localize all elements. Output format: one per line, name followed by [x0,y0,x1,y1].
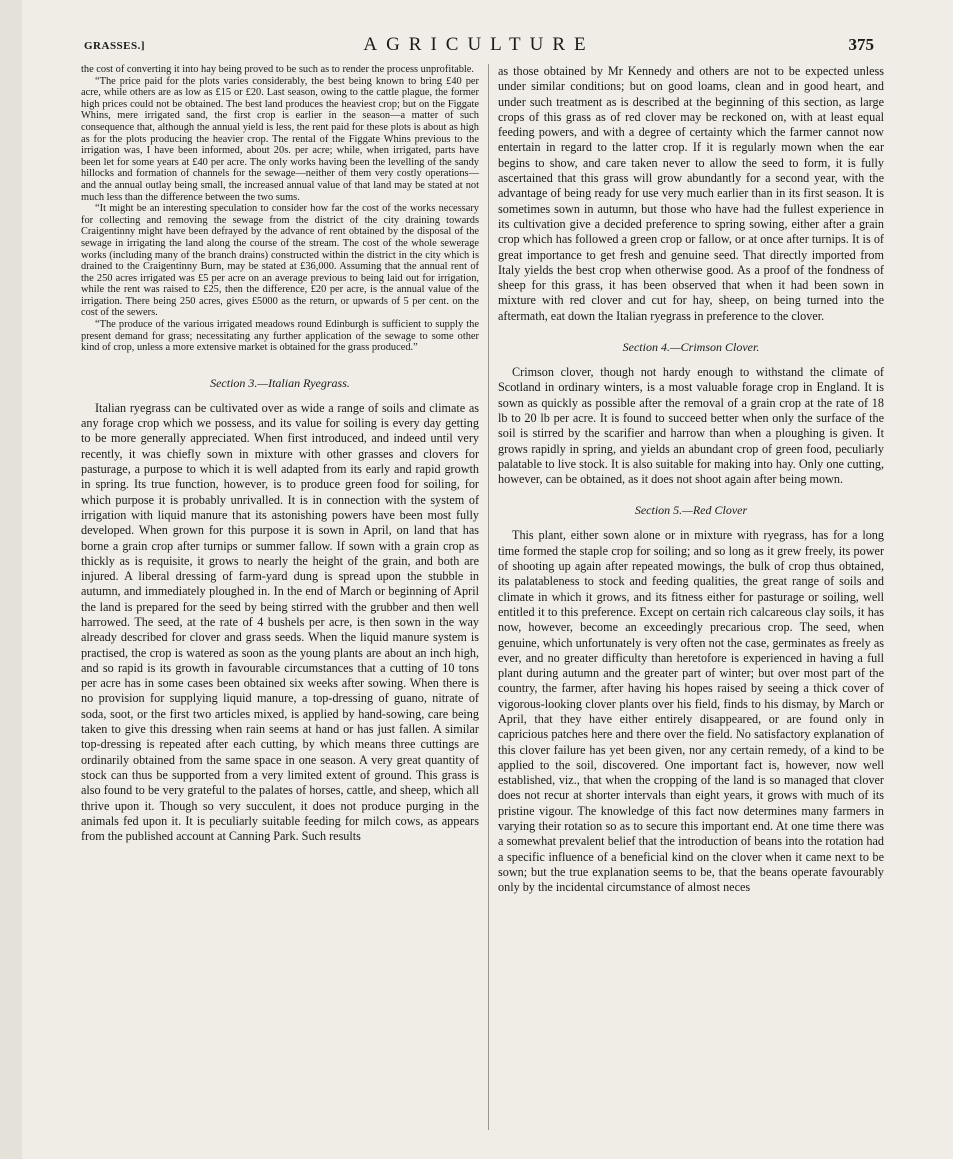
section-body [498,528,884,895]
quotation-block [81,64,479,354]
paragraph: Italian ryegrass can be cultivated over as wide a range of soils and climate as any forage crop which we possess, and its value for soiling is every day getting to be more generally appreciated. When first introduced, and indeed until very recently, it was chiefly sown in mixture with other grasses and clovers for pasturage, a purpose to which it is well adapted from its early and rapid growth in spring. Its true function, however, is to produce green food for soiling, for which purpose it is probably unrivalled. It is in connection with the system of irrigation with liquid manure that its astonishing powers have been most fully developed. When grown for this purpose it is sown in April, on land that has borne a grain crop after turnips or summer fallow. If sown with a grain crop as thickly as is requisite, it grows to nearly the height of the grain, and both are injured. A liberal dressing of farm-yard dung is spread upon the stubble in autumn, and immediately ploughed in. In the end of March or beginning of April the land is prepared for the seed by being stirred with the grubber and then well harrowed. The seed, at the rate of 4 bushels per acre, is then sown in the way already described for clover and grass seeds. When the liquid manure system is practised, the crop is watered as soon as the young plants are about an inch high, and so rapid is its growth in favourable circumstances that a cutting of 10 tons per acre has in some cases been obtained six weeks after sowing. When there is no provision for supplying liquid manure, a top-dressing of guano, nitrate of soda, soot, or the first two articles mixed, is applied by hand-sowing, care being taken to give this dressing when rain seems at hand or has just fallen. A similar top-dressing is repeated after each cutting, by which means three cuttings are ordinarily obtained from the same space in one season. A very great quantity of stock can thus be supported from a very limited extent of ground. This grass is also found to be very grateful to the palates of horses, cattle, and sheep, which all thrive upon it. Though so very succulent, it does not produce purging in the animals fed upon it. It is peculiarly suitable feeding for milch cows, as appears from the published account at Canning Park. Such results [81,400,479,844]
section-label: GRASSES.] [84,40,146,52]
section-body [498,64,884,324]
section-body [81,401,479,845]
paragraph: the cost of converting it into hay being proved to be such as to render the process unprofitable. [81,64,475,75]
running-header [84,34,874,58]
right-column [498,64,884,896]
page-title: AGRICULTURE [363,34,595,55]
paragraph: “The price paid for the plots varies considerably, the best being known to bring £40 per acre, while others are as low as £15 or £20. Last season, owing to the cattle plague, the former high prices could not be obtained. The best land produces the heaviest crop; but on the Figgate Whins, mere irrigated sand, the first crop is earlier in the season—a matter of such consequence that, although the annual yield is less, the rent paid for these plots is about as high as for the plots producing the heavier crop. The rental of the Figgate Whins previous to the irrigation was, I have been informed, about 20s. per acre; while, when irrigated, parts have been let for some years at £40 per acre. The only works having been the levelling of the sandy hillocks and formation of channels for the sewage—neither of them very costly operations—and the annual outlay being small, the increased annual value of that land may be stated at not much less than the difference between the two sums. [81,75,479,203]
left-column [81,64,479,844]
section-body [498,365,884,487]
section-heading: Section 4.—Crimson Clover. [622,340,760,355]
paragraph: “It might be an interesting speculation to consider how far the cost of the works necessary for collecting and removing the sewage from the district of the city draining towards Craigentinny might have been defrayed by the advance of rent obtained by the disposal of the sewage in irrigating the land along the course of the stream. The cost of the whole sewerage works (including many of the branch drains) constructed within the district in the city which is drained to the Craigentinny Burn, may be stated at £36,000. Assuming that the annual rent of the 250 acres irrigated was £5 per acre on an average previous to being laid out for irrigation, while the rent was raised to £25, then the difference, £20 per acre, is the annual value of the irrigation. There being 250 acres, gives £5000 as the return, or upwards of 5 per cent. on the cost of the sewers. [81,203,479,319]
page-number: 375 [848,35,874,54]
section-heading: Section 3.—Italian Ryegrass. [210,375,350,390]
book-page [22,0,953,1159]
section-heading: Section 5.—Red Clover [634,503,748,518]
paragraph: This plant, either sown alone or in mixture with ryegrass, has for a long time formed the staple crop for soiling; and so long as it grew freely, its power of shooting up again after repeated mowings, the bulk of crop thus obtained, its palatableness to stock and feeding qualities, the great range of soils and climate in which it grows, and its fitness either for pasturage or soiling, well entitled it to this preference. Except on certain rich calcareous clay soils, it has now, however, become an exceedingly precarious crop. The seed, when genuine, which unfortunately is very often not the case, germinates as freely as ever, and no greater difficulty than heretofore is experienced in having a full plant during autumn and the greater part of winter; but over most part of the country, the farmer, after having his hopes raised by seeing a thick cover of vigorous-looking clover plants over his field, finds to his dismay, by March or April, that they have either entirely disappeared, or are found only in capricious patches here and there over the field. No satisfactory explanation of this clover failure has yet been given, nor any certain remedy, of a kind to be applied to the soil, discovered. One important fact is, however, now well established, viz., that when the cropping of the land is so managed that clover does not recur at shorter intervals than eight years, it grows with much of its pristine vigour. The knowledge of this fact now determines many farmers in varying their rotation so as to secure this important end. At one time there was a somewhat prevalent belief that the introduction of beans into the rotation had a specific influence of a beneficial kind on the clover when it came next to be sown; but the true explanation seems to be, that the beans operate favourably only by the incidental circumstance of almost neces [498,528,884,895]
paragraph: Crimson clover, though not hardy enough to withstand the climate of Scotland in ordinary winters, is a most valuable forage crop in England. It is sown as quickly as possible after the removal of a grain crop at the rate of 18 lb to 20 lb per acre. It is found to succeed better when only the surface of the soil is stirred by the scarifier and harrow than when a ploughing is given. It grows rapidly in spring, and yields an abundant crop of green food, peculiarly palatable to live stock. It is also suitable for making into hay. Only one cutting, however, can be obtained, as it does not shoot again after being mown. [498,365,884,487]
column-divider [488,64,489,1130]
paragraph: as those obtained by Mr Kennedy and others are not to be expected unless under similar conditions; but on good loams, clean and in good heart, and under such treatment as is described at the beginning of this section, as large crops of this grass as of red clover may be reckoned on, with at least equal feeding powers, and with a degree of certainty which the farmer cannot now entertain in regard to the latter crop. If it is regularly mown when the ear begins to show, and care taken never to allow the seed to form, it is fully ascertained that this grass will grow abundantly for a second year, with the advantage of being ready for use very much earlier than in its first season. It is sometimes sown in autumn, but those who have had the fullest experience in its cultivation give a decided preference to spring sowing, either after a grain crop which has followed a green crop or fallow, or at once after turnips. It is of great importance to get fresh and genuine seed. That directly imported from Italy yields the best crop when otherwise good. As a proof of the fondness of sheep for this grass, it has been observed that when it had been sown in mixture with red clover and cut for hay, sheep, on being turned into the aftermath, eat down the Italian ryegrass in preference to the clover. [498,64,884,323]
paragraph: “The produce of the various irrigated meadows round Edinburgh is sufficient to supply the present demand for grass; necessitating any further application of the sewage to some other kind of crop, unless a more extensive market is obtained for the grass produced.” [81,319,479,354]
